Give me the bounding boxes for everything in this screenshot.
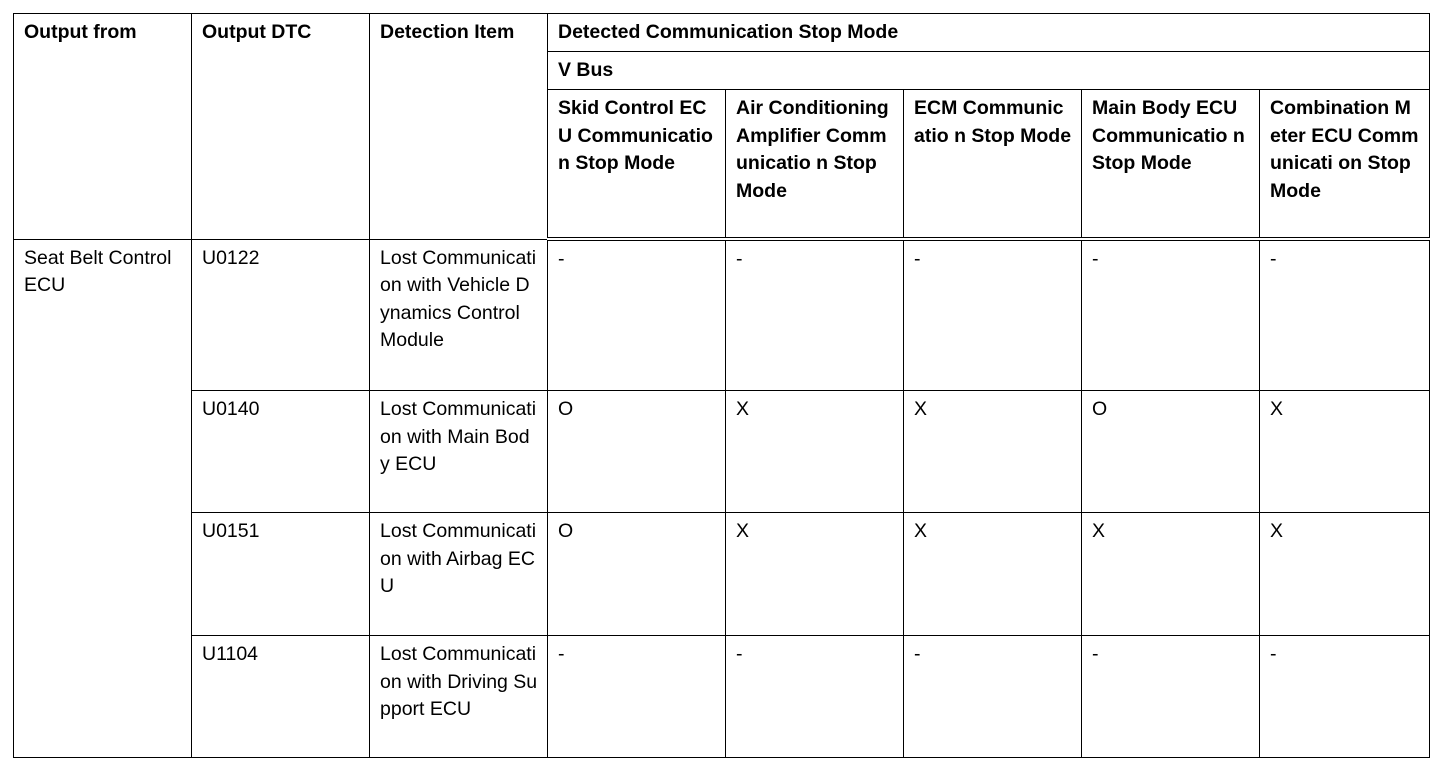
mode-mark: X (904, 513, 1082, 636)
table-row (14, 391, 1430, 513)
detection-item: Lost Communication with Vehicle Dynamics Control Module (370, 239, 548, 391)
mode-mark: - (548, 636, 726, 758)
mode-mark: X (726, 513, 904, 636)
output-from-cell: Seat Belt Control ECU (14, 239, 192, 758)
mode-mark: O (1082, 391, 1260, 513)
mode-mark: X (1260, 513, 1430, 636)
mode-mark: - (1260, 636, 1430, 758)
header-bus: V Bus (548, 52, 1430, 90)
mode-mark: X (1082, 513, 1260, 636)
dtc-code: U0140 (192, 391, 370, 513)
table-row (14, 636, 1430, 758)
header-mode-main-body: Main Body ECU Communicatio n Stop Mode (1082, 90, 1260, 240)
mode-mark: - (904, 636, 1082, 758)
detection-item: Lost Communication with Main Body ECU (370, 391, 548, 513)
mode-mark: - (726, 636, 904, 758)
mode-mark: - (1082, 636, 1260, 758)
header-mode-ecm: ECM Communicatio n Stop Mode (904, 90, 1082, 240)
header-detection-item: Detection Item (370, 14, 548, 240)
mode-mark: O (548, 391, 726, 513)
mode-mark: - (726, 239, 904, 391)
dtc-table (13, 13, 1430, 758)
dtc-code: U0151 (192, 513, 370, 636)
mode-mark: - (548, 239, 726, 391)
mode-mark: - (1260, 239, 1430, 391)
table-row (14, 239, 1430, 391)
header-output-from: Output from (14, 14, 192, 240)
detection-item: Lost Communication with Driving Support ECU (370, 636, 548, 758)
header-mode-combination-meter: Combination Meter ECU Communicati on Stop Mode (1260, 90, 1430, 240)
table-row (14, 513, 1430, 636)
mode-mark: O (548, 513, 726, 636)
mode-mark: X (904, 391, 1082, 513)
dtc-code: U1104 (192, 636, 370, 758)
mode-mark: - (904, 239, 1082, 391)
header-mode-air-conditioning: Air Conditioning Amplifier Communicatio n Stop Mode (726, 90, 904, 240)
mode-mark: - (1082, 239, 1260, 391)
dtc-code: U0122 (192, 239, 370, 391)
header-mode-skid-control: Skid Control ECU Communicatio n Stop Mode (548, 90, 726, 240)
header-output-dtc: Output DTC (192, 14, 370, 240)
detection-item: Lost Communication with Airbag ECU (370, 513, 548, 636)
header-detected-mode: Detected Communication Stop Mode (548, 14, 1430, 52)
mode-mark: X (1260, 391, 1430, 513)
mode-mark: X (726, 391, 904, 513)
